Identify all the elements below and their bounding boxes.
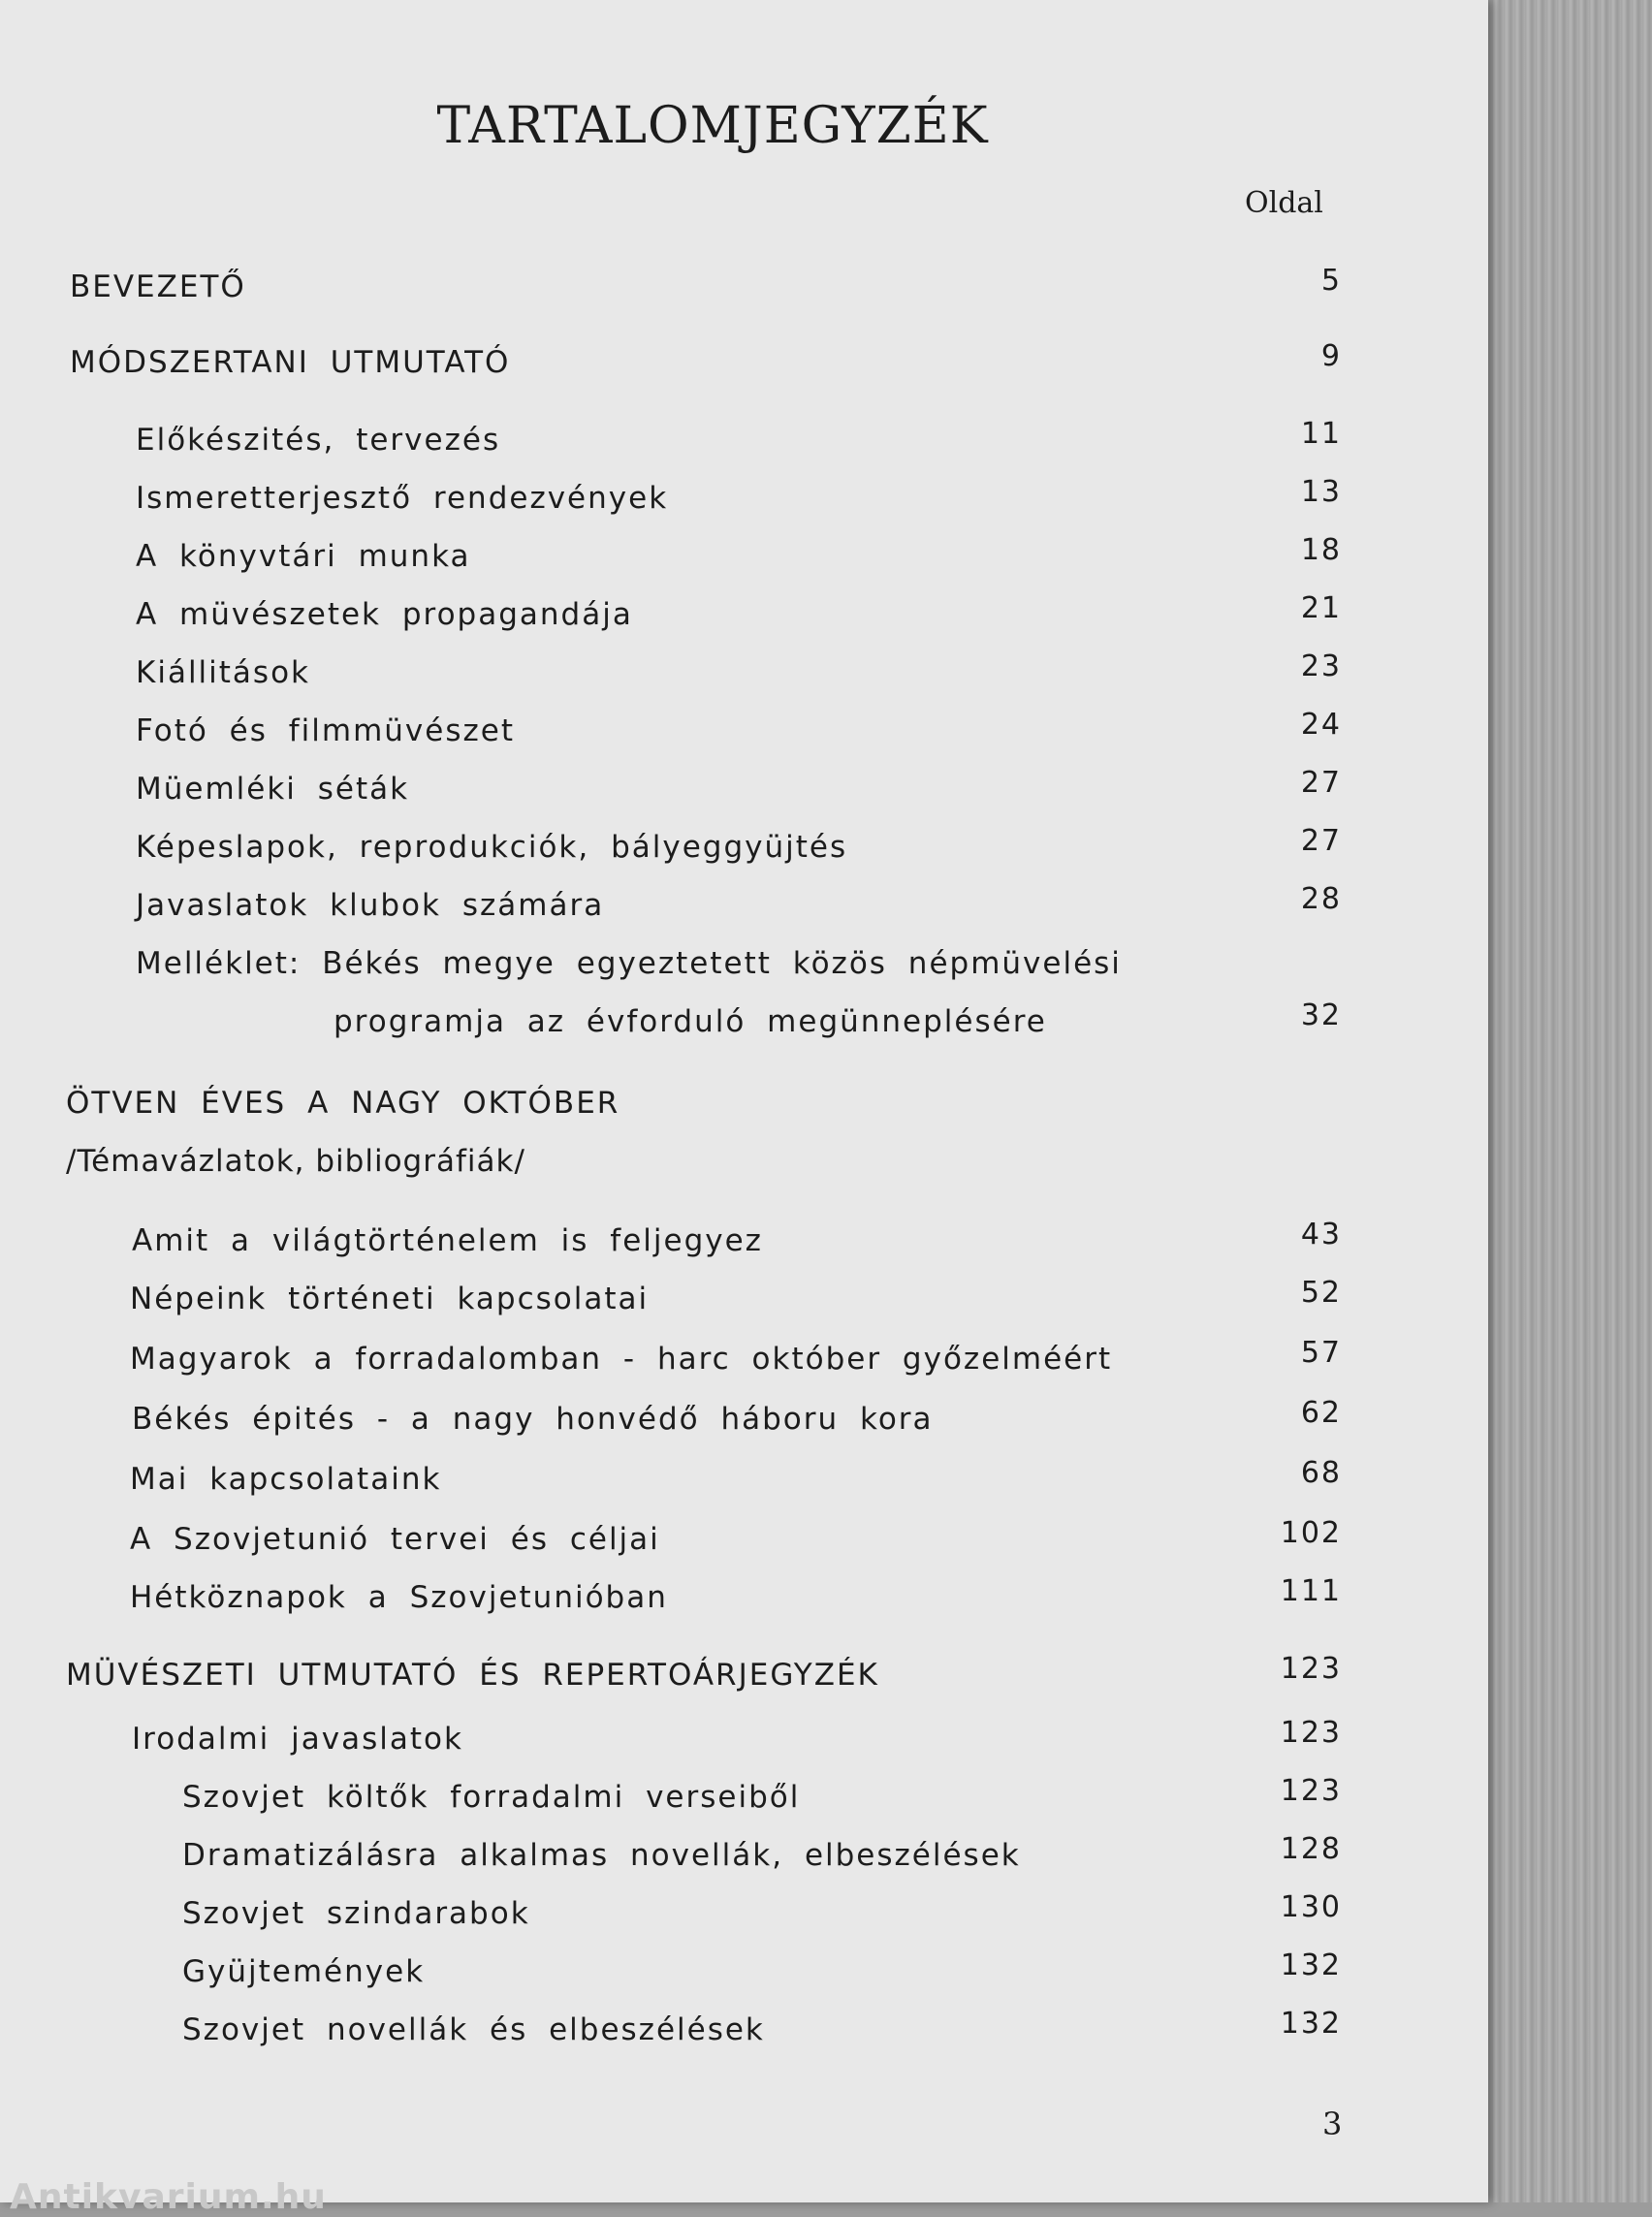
toc-entry[interactable] [0, 1574, 1425, 1625]
toc-entry[interactable] [0, 708, 1425, 758]
toc-entry-page: 27 [1300, 824, 1342, 858]
toc-entry[interactable] [0, 1218, 1425, 1268]
toc-entry[interactable] [0, 1890, 1425, 1941]
toc-entry[interactable] [0, 1832, 1425, 1883]
toc-entry[interactable] [0, 1456, 1425, 1506]
toc-entry[interactable] [0, 824, 1425, 874]
toc-entry-label: Javaslatok klubok számára [136, 888, 605, 923]
toc-entry-label: MÜVÉSZETI UTMUTATÓ ÉS REPERTOÁRJEGYZÉK [66, 1658, 879, 1693]
toc-entry-page: 123 [1280, 1716, 1342, 1750]
page-column-header: Oldal [1245, 186, 1323, 220]
toc-entry-label: Gyüjtemények [182, 1954, 426, 1989]
toc-entry[interactable] [0, 1276, 1425, 1326]
toc-entry-label: ÖTVEN ÉVES A NAGY OKTÓBER [66, 1086, 620, 1121]
toc-entry[interactable] [0, 649, 1425, 700]
toc-entry[interactable] [0, 1948, 1425, 1999]
toc-entry-label: Magyarok a forradalomban - harc október győzelméért [130, 1342, 1113, 1377]
toc-entry-page: 102 [1280, 1516, 1342, 1550]
toc-entry-label: Mai kapcsolataink [130, 1462, 442, 1497]
toc-entry-label: Ismeretterjesztő rendezvények [136, 481, 669, 516]
toc-entry-page: 28 [1300, 882, 1342, 916]
toc-entry-page: 43 [1300, 1218, 1342, 1251]
toc-entry-modszertani-utmutato[interactable] [0, 339, 1425, 390]
toc-entry-page: 57 [1300, 1336, 1342, 1370]
toc-section-subtitle: /Témavázlatok, bibliográfiák/ [66, 1144, 525, 1179]
toc-entry-label: Szovjet szindarabok [182, 1896, 530, 1931]
toc-entry-label: Amit a világtörténelem is feljegyez [132, 1223, 763, 1258]
toc-entry-page: 11 [1300, 417, 1342, 451]
toc-entry-label: Szovjet novellák és elbeszélések [182, 2012, 765, 2047]
toc-entry-label: Előkészités, tervezés [136, 423, 501, 458]
toc-entry-label: Hétköznapok a Szovjetunióban [130, 1580, 668, 1615]
toc-entry-page: 52 [1300, 1276, 1342, 1310]
toc-entry-page: 62 [1300, 1396, 1342, 1430]
toc-entry-page: 123 [1280, 1774, 1342, 1808]
toc-entry-page: 27 [1300, 766, 1342, 800]
page-title: TARTALOMJEGYZÉK [436, 97, 989, 155]
toc-entry-page: 5 [1320, 264, 1342, 298]
toc-entry-page: 18 [1300, 533, 1342, 567]
toc-entry-label: Kiállitások [136, 655, 310, 690]
toc-entry-page: 23 [1300, 649, 1342, 683]
toc-entry-melleklet[interactable] [0, 946, 1425, 991]
toc-entry-page: 21 [1300, 591, 1342, 625]
toc-entry-otven-eves[interactable] [0, 1086, 1425, 1130]
toc-entry-page: 123 [1280, 1652, 1342, 1686]
toc-entry-label: Müemléki séták [136, 772, 410, 807]
toc-entry-page: 24 [1300, 708, 1342, 742]
toc-entry-page: 32 [1300, 998, 1342, 1032]
toc-entry-bevezeto[interactable] [0, 264, 1425, 314]
toc-entry-label: Fotó és filmmüvészet [136, 713, 515, 748]
toc-entry[interactable] [0, 533, 1425, 584]
toc-entry-label: MÓDSZERTANI UTMUTATÓ [70, 345, 511, 380]
toc-entry-page: 132 [1280, 2007, 1342, 2041]
toc-entry-page: 132 [1280, 1948, 1342, 1982]
watermark: Antikvarium.hu [10, 2177, 327, 2217]
toc-entry[interactable] [0, 766, 1425, 816]
toc-entry-label: A Szovjetunió tervei és céljai [130, 1522, 660, 1557]
toc-entry-label: Irodalmi javaslatok [132, 1722, 463, 1757]
toc-entry[interactable] [0, 1716, 1425, 1766]
toc-entry[interactable] [0, 2007, 1425, 2057]
toc-entry[interactable] [0, 591, 1425, 642]
toc-entry-label: Szovjet költők forradalmi verseiből [182, 1780, 801, 1815]
toc-entry[interactable] [0, 1516, 1425, 1567]
toc-entry-melleklet-continuation[interactable] [0, 998, 1425, 1049]
page-number: 3 [1322, 2106, 1343, 2142]
background-surface [1493, 0, 1652, 2202]
toc-entry-label: A müvészetek propagandája [136, 597, 633, 632]
toc-entry-label: Dramatizálásra alkalmas novellák, elbeszélések [182, 1838, 1021, 1873]
toc-entry-page: 9 [1320, 339, 1342, 373]
toc-entry[interactable] [0, 882, 1425, 933]
toc-entry-page: 13 [1300, 475, 1342, 509]
toc-entry-page: 111 [1280, 1574, 1342, 1608]
toc-entry-label: Melléklet: Békés megye egyeztetett közös népmüvelési [136, 946, 1122, 981]
toc-entry-page: 130 [1280, 1890, 1342, 1924]
toc-entry[interactable] [0, 1336, 1425, 1386]
toc-entry[interactable] [0, 1774, 1425, 1824]
toc-entry-label: Békés épités - a nagy honvédő háboru kora [132, 1402, 934, 1437]
toc-entry-page: 128 [1280, 1832, 1342, 1866]
toc-entry-label: Népeink történeti kapcsolatai [130, 1282, 650, 1316]
toc-entry[interactable] [0, 475, 1425, 525]
toc-entry[interactable] [0, 417, 1425, 467]
toc-entry-label: BEVEZETŐ [70, 269, 246, 304]
toc-entry-label: A könyvtári munka [136, 539, 471, 574]
toc-entry[interactable] [0, 1396, 1425, 1446]
toc-entry-label-continuation: programja az évforduló megünneplésére [334, 1004, 1047, 1039]
toc-entry-muveszeti-utmutato[interactable] [0, 1652, 1425, 1702]
toc-entry-page: 68 [1300, 1456, 1342, 1490]
toc-entry-label: Képeslapok, reprodukciók, bályeggyüjtés [136, 830, 848, 865]
